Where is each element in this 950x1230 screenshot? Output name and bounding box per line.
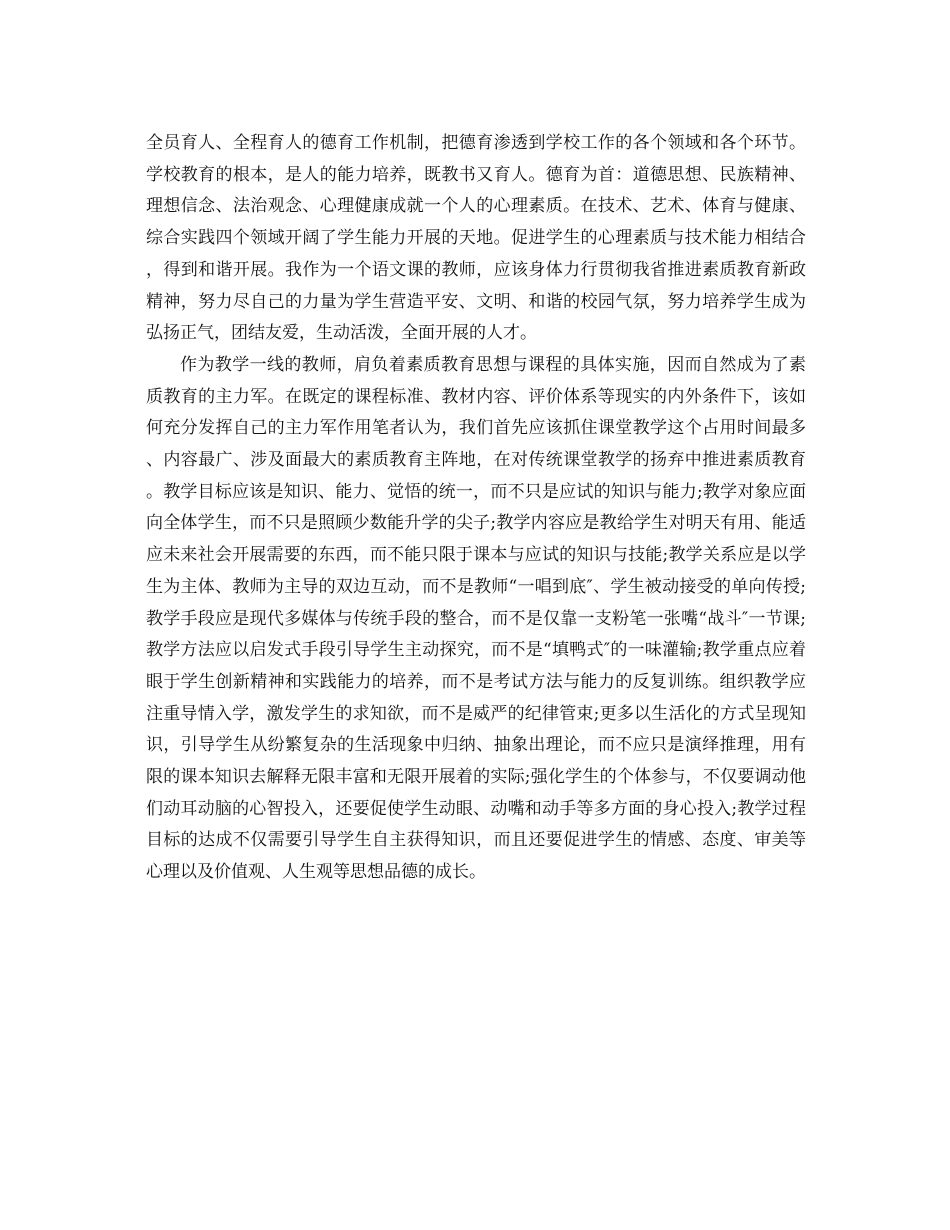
paragraph-2: 作为教学一线的教师，肩负着素质教育思想与课程的具体实施，因而自然成为了素质教育的主力军。在既定的课程标准、教材内容、评价体系等现实的内外条件下，该如何充分发挥自己的主力军作用笔者认为，我们首先应该抓住课堂教学这个占用时间最多、内容最广、涉及面最大的素质教育主阵地，在对传统课堂教学的扬弃中推进素质教育。教学目标应该是知识、能力、觉悟的统一，而不只是应试的知识与能力;教学对象应面向全体学生，而不只是照顾少数能升学的尖子;教学内容应是教给学生对明天有用、能适应未来社会开展需要的东西，而不能只限于课本与应试的知识与技能;教学关系应是以学生为主体、教师为主导的双边互动，而不是教师“一唱到底″、学生被动接受的单向传授;教学手段应是现代多媒体与传统手段的整合，而不是仅靠一支粉笔一张嘴“战斗″一节课;教学方法应以启发式手段引导学生主动探究，而不是“填鸭式″的一味灌输;教学重点应着眼于学生创新精神和实践能力的培养，而不是考试方法与能力的反复训练。组织教学应注重导情入学，激发学生的求知欲，而不是威严的纪律管束;更多以生活化的方式呈现知识，引导学生从纷繁复杂的生活现象中归纳、抽象出理论，而不应只是演绎推理，用有限的课本知识去解释无限丰富和无限开展着的实际;强化学生的个体参与，不仅要调动他们动耳动脑的心智投入，还要促使学生动眼、动嘴和动手等多方面的身心投入;教学过程目标的达成不仅需要引导学生自主获得知识，而且还要促进学生的情感、态度、审美等心理以及价值观、人生观等思想品德的成长。 [146, 354, 806, 883]
document-page [146, 128, 806, 889]
paragraph-1: 全员育人、全程育人的德育工作机制，把德育渗透到学校工作的各个领域和各个环节。学校教育的根本，是人的能力培养，既教书又育人。德育为首：道德思想、民族精神、理想信念、法治观念、心理健康成就一个人的心理素质。在技术、艺术、体育与健康、综合实践四个领域开阔了学生能力开展的天地。促进学生的心理素质与技术能力相结合，得到和谐开展。我作为一个语文课的教师，应该身体力行贯彻我省推进素质教育新政精神，努力尽自己的力量为学生营造平安、文明、和谐的校园气氛，努力培养学生成为弘扬正气，团结友爱，生动活泼，全面开展的人才。 [146, 133, 806, 344]
